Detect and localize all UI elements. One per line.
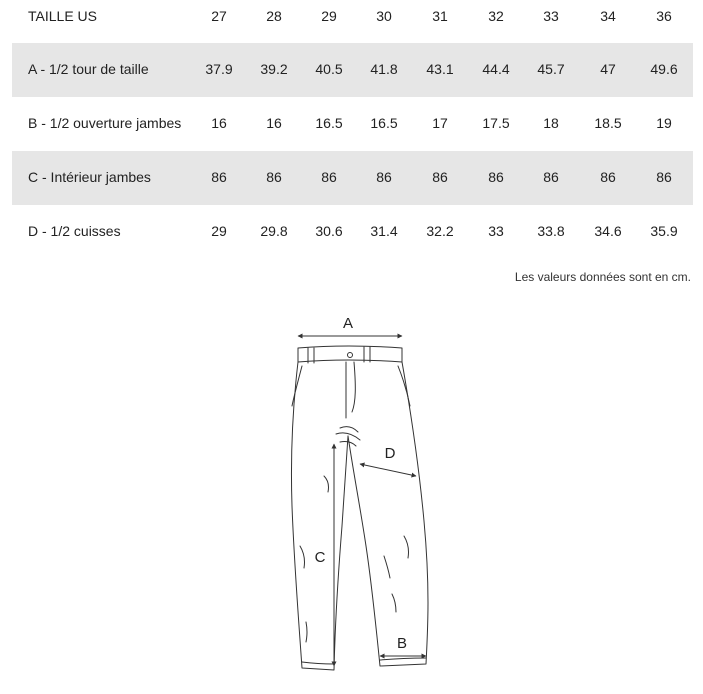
table-cell: 16.5 [315, 115, 343, 131]
label-d: D [384, 445, 396, 462]
table-cell: 45.7 [537, 61, 565, 77]
right-leg-outline [348, 362, 428, 666]
left-leg-outline [291, 362, 348, 670]
table-cell: 44.4 [482, 61, 510, 77]
table-cell: 34.6 [594, 223, 622, 239]
left-hem [302, 662, 334, 664]
table-row-c [12, 151, 693, 205]
button [348, 353, 353, 358]
row-label: C - Intérieur jambes [28, 169, 151, 185]
table-cell: 32.2 [426, 223, 454, 239]
size-30: 30 [376, 8, 392, 24]
table-cell: 29 [211, 223, 227, 239]
row-label: B - 1/2 ouverture jambes [28, 115, 182, 131]
table-cell: 35.9 [650, 223, 678, 239]
table-cell: 86 [488, 169, 504, 185]
table-cell: 16.5 [370, 115, 398, 131]
size-29: 29 [321, 8, 337, 24]
size-28: 28 [266, 8, 282, 24]
table-row-a [12, 43, 693, 97]
pants-outline [291, 346, 428, 670]
table-cell: 43.1 [426, 61, 454, 77]
row-label: D - 1/2 cuisses [28, 223, 121, 239]
table-cell: 33.8 [537, 223, 565, 239]
table-cell: 16 [266, 115, 282, 131]
table-cell: 49.6 [650, 61, 678, 77]
table-cell: 40.5 [315, 61, 343, 77]
pants-measurement-diagram [280, 306, 440, 678]
table-cell: 86 [656, 169, 672, 185]
table-cell: 30.6 [315, 223, 343, 239]
table-cell: 39.2 [260, 61, 288, 77]
size-31: 31 [432, 8, 448, 24]
table-cell: 33 [488, 223, 504, 239]
size-34: 34 [600, 8, 616, 24]
table-cell: 86 [432, 169, 448, 185]
table-cell: 86 [376, 169, 392, 185]
table-cell: 86 [211, 169, 227, 185]
dimension-d-line [360, 464, 416, 476]
table-cell: 41.8 [370, 61, 398, 77]
table-cell: 16 [211, 115, 227, 131]
right-hem [380, 658, 426, 660]
size-27: 27 [211, 8, 227, 24]
table-cell: 18.5 [594, 115, 622, 131]
table-cell: 31.4 [370, 223, 398, 239]
label-a: A [342, 315, 354, 332]
table-cell: 86 [543, 169, 559, 185]
size-33: 33 [543, 8, 559, 24]
fly [346, 362, 355, 418]
table-cell: 86 [321, 169, 337, 185]
table-header-row [12, 0, 693, 43]
table-cell: 19 [656, 115, 672, 131]
table-cell: 37.9 [205, 61, 233, 77]
table-row-d [12, 205, 693, 259]
units-note: Les valeurs données sont en cm. [514, 270, 691, 284]
size-table [12, 0, 693, 259]
table-row-b [12, 97, 693, 151]
table-cell: 86 [600, 169, 616, 185]
table-cell: 17 [432, 115, 448, 131]
size-36: 36 [656, 8, 672, 24]
table-cell: 86 [266, 169, 282, 185]
header-label: TAILLE US [28, 8, 97, 24]
row-label: A - 1/2 tour de taille [28, 61, 149, 77]
dimension-lines [298, 336, 426, 666]
label-b: B [396, 635, 408, 652]
table-cell: 18 [543, 115, 559, 131]
table-cell: 17.5 [482, 115, 510, 131]
table-cell: 29.8 [260, 223, 288, 239]
label-c: C [314, 549, 326, 566]
table-cell: 47 [600, 61, 616, 77]
size-32: 32 [488, 8, 504, 24]
